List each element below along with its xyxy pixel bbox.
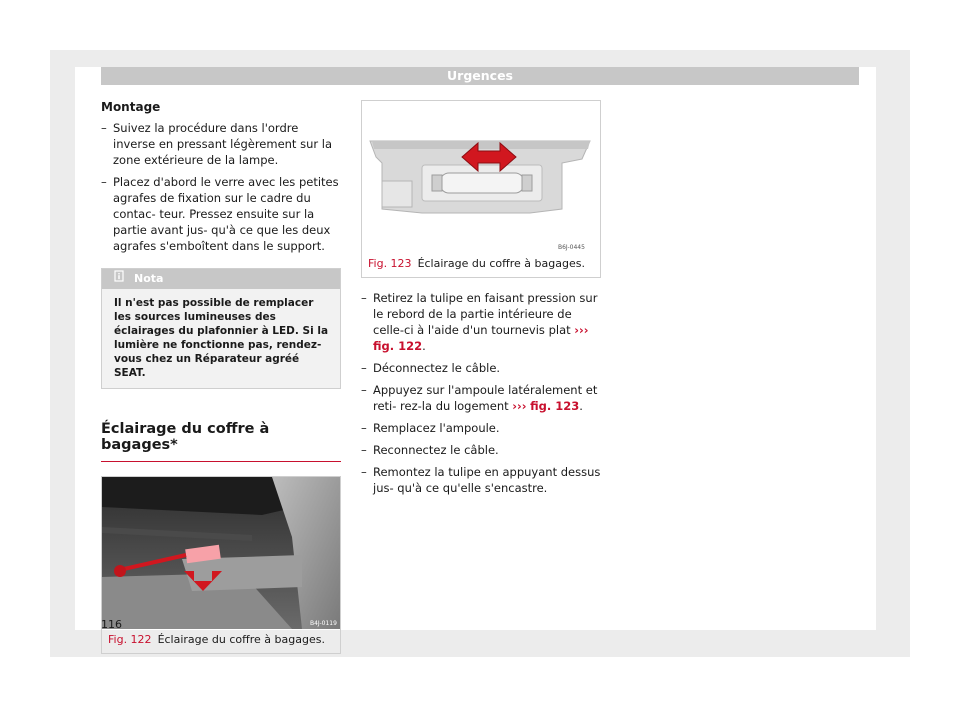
note-box: [101, 268, 341, 389]
list-item: [361, 290, 601, 354]
step-end: .: [422, 339, 426, 353]
list-item: – Déconnectez le câble.: [361, 360, 601, 376]
note-header: [102, 269, 340, 289]
step-text: Appuyez sur l'ampoule latéralement et reti- rez-la du logement: [373, 383, 598, 413]
figure-reference-link[interactable]: fig. 123: [530, 399, 580, 413]
bulb-removal-illustration: [362, 101, 600, 253]
figure-caption: [102, 629, 340, 653]
list-item: – Remplacez l'ampoule.: [361, 420, 601, 436]
info-icon: [114, 269, 124, 289]
page-number: 116: [101, 618, 122, 631]
figure-number: Fig. 123: [368, 257, 412, 270]
step-end: .: [579, 399, 583, 413]
reference-arrow: ›››: [574, 323, 589, 337]
list-item: – Suivez la procédure dans l'ordre inverse en pressant légèrement sur la zone extérieure de la lampe.: [101, 120, 341, 168]
figure-122: [101, 476, 341, 654]
left-column: [101, 100, 341, 654]
trunk-light-illustration: [102, 477, 340, 629]
note-title: Nota: [134, 272, 164, 285]
montage-heading: Montage: [101, 100, 161, 114]
list-item: – Reconnectez le câble.: [361, 442, 601, 458]
chapter-header: Urgences: [101, 67, 859, 85]
note-text: Il n'est pas possible de remplacer les sources lumineuses des éclairages du plafonnier à LED. Si la lumière ne fonctionne pas, rendez- vous chez un Réparateur agréé SEAT.: [114, 297, 329, 379]
figure-caption: [362, 253, 600, 277]
list-item: – Placez d'abord le verre avec les petites agrafes de fixation sur le cadre du contac- teur. Pressez ensuite sur la partie avant jus- qu'à ce que les deux agrafes s'emboîtent dans le support.: [101, 174, 341, 254]
list-item: [361, 382, 601, 414]
figure-reference-link[interactable]: fig. 122: [373, 339, 423, 353]
steps-list: [361, 290, 601, 496]
figure-code: B4J-0119: [310, 620, 337, 627]
figure-123: [361, 100, 601, 278]
figure-code: B6J-0445: [558, 244, 585, 251]
list-item: – Remontez la tulipe en appuyant dessus jus- qu'à ce qu'elle s'encastre.: [361, 464, 601, 496]
right-column: [361, 100, 601, 502]
figure-caption-text: Éclairage du coffre à bagages.: [417, 257, 585, 270]
figure-caption-text: Éclairage du coffre à bagages.: [157, 633, 325, 646]
section-title: Éclairage du coffre à bagages*: [101, 421, 341, 462]
reference-arrow: ›››: [512, 399, 527, 413]
figure-number: Fig. 122: [108, 633, 152, 646]
step-text: Retirez la tulipe en faisant pression sur le rebord de la partie intérieure de celle-ci à l'aide d'un tournevis plat: [373, 291, 598, 337]
